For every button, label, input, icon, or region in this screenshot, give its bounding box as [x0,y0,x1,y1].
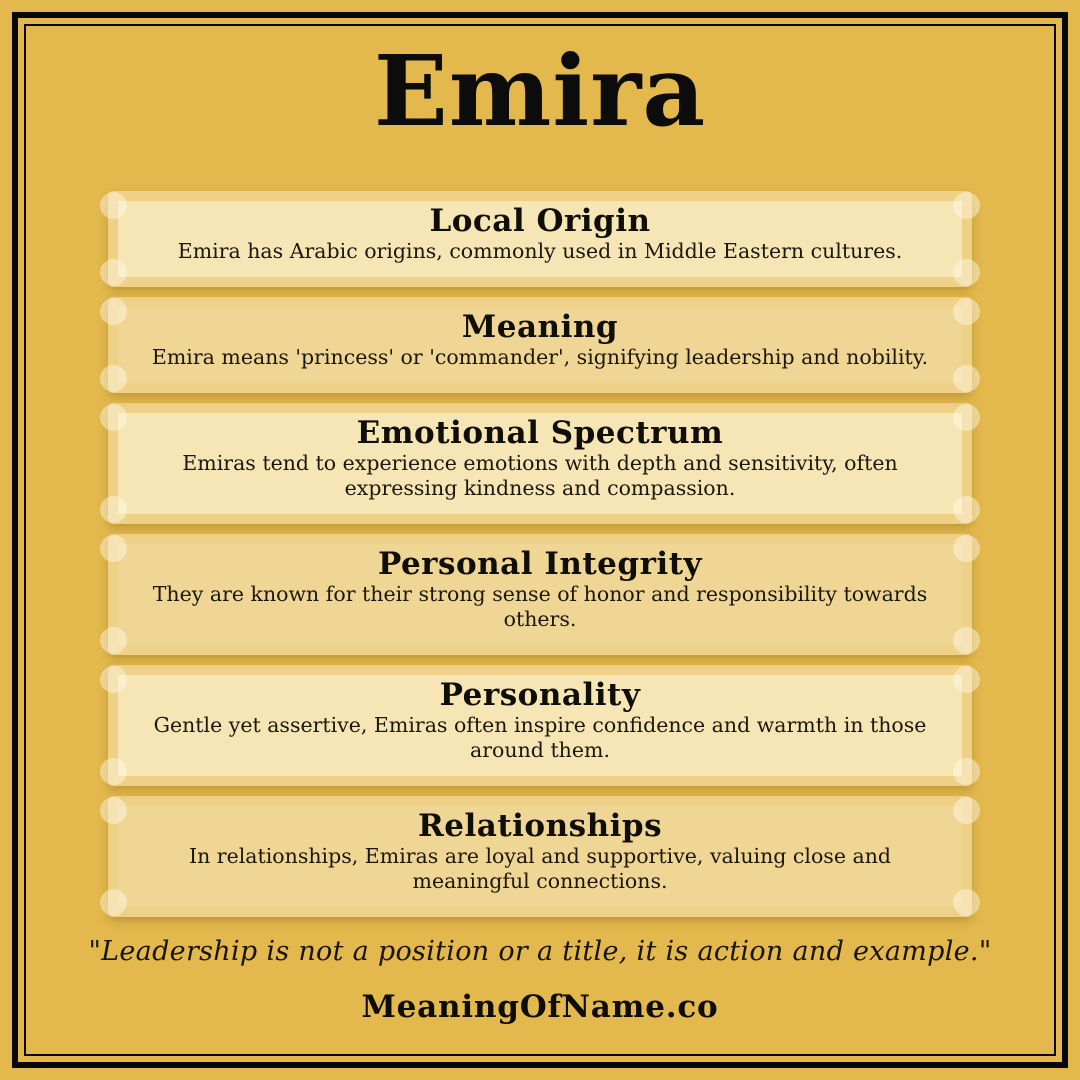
footer [27,936,1053,1025]
corner-pin-icon [953,192,980,219]
corner-pin-icon [100,404,127,431]
card-relationships [108,796,972,917]
corner-pin-icon [100,298,127,325]
corner-pin-icon [953,535,980,562]
card-inner [118,307,962,383]
page-title: Emira [373,34,707,148]
card-heading: Local Origin [429,202,651,239]
poster-content [27,27,1053,1053]
corner-pin-icon [100,627,127,654]
brand-wordmark: MeaningOfName.co [361,989,719,1025]
corner-pin-icon [100,758,127,785]
corner-pin-icon [953,889,980,916]
card-heading: Personal Integrity [377,545,703,582]
card-inner [118,544,962,645]
card-personal-integrity [108,534,972,655]
card-inner [118,413,962,514]
corner-pin-icon [953,259,980,286]
corner-pin-icon [953,404,980,431]
card-body-text: Emira means 'princess' or 'commander', signifying leadership and nobility. [151,344,929,369]
corner-pin-icon [100,889,127,916]
card-body-text: They are known for their strong sense of honor and responsibility towards others. [152,581,928,631]
card-heading: Emotional Spectrum [356,414,724,451]
card-meaning [108,297,972,393]
card-list [108,191,972,927]
card-body-text: In relationships, Emiras are loyal and supportive, valuing close and meaningful connections. [188,843,892,893]
corner-pin-icon [100,496,127,523]
card-emotional-spectrum [108,403,972,524]
card-personality [108,665,972,786]
leadership-quote: "Leadership is not a position or a title, it is action and example." [88,936,992,967]
card-body-text: Gentle yet assertive, Emiras often inspire confidence and warmth in those around them. [153,712,927,762]
corner-pin-icon [100,192,127,219]
corner-pin-icon [953,797,980,824]
card-inner [118,201,962,277]
corner-pin-icon [953,666,980,693]
corner-pin-icon [100,666,127,693]
card-heading: Relationships [417,807,663,844]
corner-pin-icon [953,496,980,523]
card-body-text: Emiras tend to experience emotions with depth and sensitivity, often expressing kindness and compassion. [182,450,898,500]
corner-pin-icon [100,259,127,286]
card-heading: Personality [439,676,641,713]
corner-pin-icon [100,365,127,392]
card-heading: Meaning [461,308,619,345]
corner-pin-icon [953,365,980,392]
corner-pin-icon [100,535,127,562]
card-inner [118,806,962,907]
card-inner [118,675,962,776]
card-local-origin [108,191,972,287]
corner-pin-icon [953,298,980,325]
corner-pin-icon [100,797,127,824]
card-body-text: Emira has Arabic origins, commonly used in Middle Eastern cultures. [177,238,903,263]
corner-pin-icon [953,758,980,785]
corner-pin-icon [953,627,980,654]
